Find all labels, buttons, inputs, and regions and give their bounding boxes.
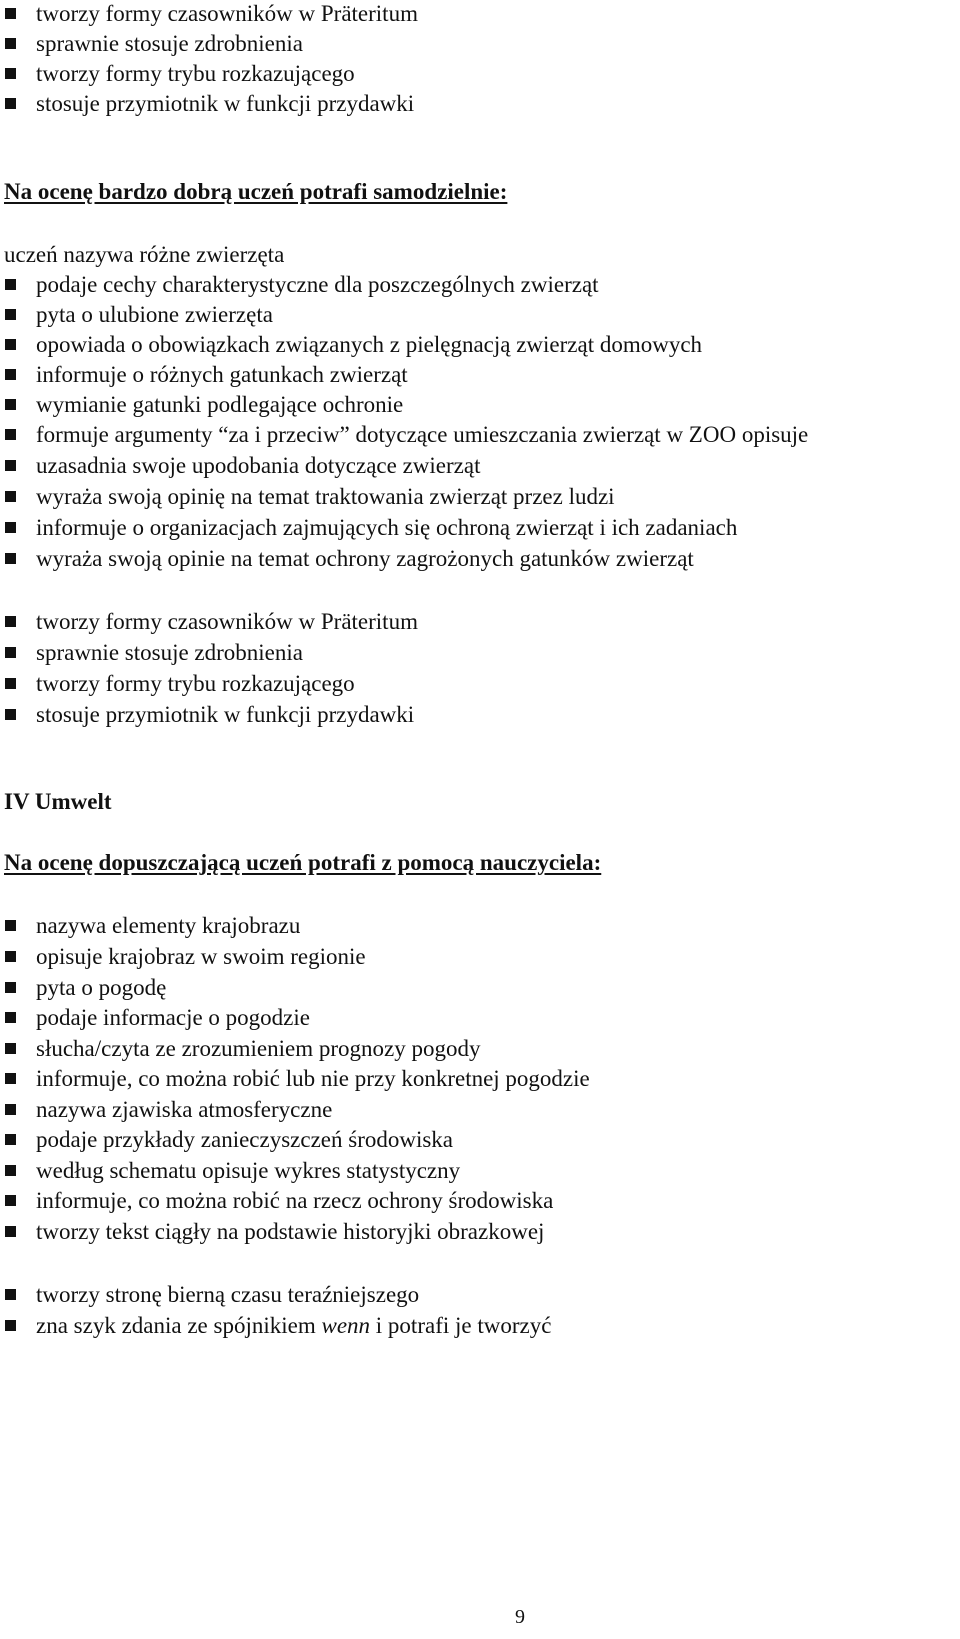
square-bullet-icon <box>5 647 16 658</box>
square-bullet-icon <box>5 1043 16 1054</box>
section-heading: Na ocenę bardzo dobrą uczeń potrafi samodzielnie: <box>4 179 508 204</box>
square-bullet-icon <box>5 1226 16 1237</box>
square-bullet-icon <box>5 616 16 627</box>
square-bullet-icon <box>5 1012 16 1023</box>
square-bullet-icon <box>5 1165 16 1176</box>
square-bullet-icon <box>5 1195 16 1206</box>
square-bullet-icon <box>5 8 16 19</box>
square-bullet-icon <box>5 522 16 533</box>
square-bullet-icon <box>5 339 16 350</box>
square-bullet-icon <box>5 98 16 109</box>
page-number: 9 <box>515 1606 525 1628</box>
square-bullet-icon <box>5 460 16 471</box>
square-bullet-icon <box>5 709 16 720</box>
section-heading: Na ocenę dopuszczającą uczeń potrafi z pomocą nauczyciela: <box>4 850 602 875</box>
section-title: IV Umwelt <box>4 789 112 814</box>
square-bullet-icon <box>5 279 16 290</box>
square-bullet-icon <box>5 1104 16 1115</box>
square-bullet-icon <box>5 1320 16 1331</box>
square-bullet-icon <box>5 1073 16 1084</box>
square-bullet-icon <box>5 1134 16 1145</box>
square-bullet-icon <box>5 369 16 380</box>
square-bullet-icon <box>5 1289 16 1300</box>
square-bullet-icon <box>5 399 16 410</box>
square-bullet-icon <box>5 491 16 502</box>
document-page: tworzy formy czasowników w Präteritum sprawnie stosuje zdrobnienia tworzy formy trybu rozkazującego stosuje przymiotnik w funkcji przydawki Na ocenę bardzo dobrą uczeń potrafi samodzielnie: uczeń nazywa różne zwierzęta podaje cechy charakterystyczne dla poszczególnych zwierząt pyta o ulubione zwierzęta opowiada o obowiązkach związanych z pielęgnacją zwierząt domowych informuje o różnych gatunkach zwierząt wymianie gatunki podlegające ochronie formuje argumenty “za i przeciw” dotyczące umieszczania zwierząt w ZOO opisuje uzasadnia swoje upodobania dotyczące zwierząt wyraża swoją opinię na temat traktowania zwierząt przez ludzi informuje o organizacjach zajmujących się ochroną zwierząt i ich zadaniach wyraża swoją opinie na temat ochrony zagrożonych gatunków zwierząt tworzy formy czasowników w Präteritum sprawnie stosuje zdrobnienia tworzy formy trybu rozkazującego stosuje przymiotnik w funkcji przydawki IV Umwelt Na ocenę dopuszczającą uczeń potrafi z pomocą nauczyciela: nazywa elementy krajobrazu opisuje krajobraz w swoim regionie pyta o pogodę podaje informacje o pogodzie słucha/czyta ze zrozumieniem prognozy pogody informuje, co można robić lub nie przy konkretnej pogodzie nazywa zjawiska atmosferyczne podaje przykłady zanieczyszczeń środowiska według schematu opisuje wykres statystyczny informuje, co można robić na rzecz ochrony środowiska tworzy tekst ciągły na podstawie historyjki obrazkowej tworzy stronę bierną czasu teraźniejszego zna szyk zdania ze spójnikiem wenn i potrafi je tworzyć 9 <box>0 0 960 1639</box>
square-bullet-icon <box>5 429 16 440</box>
square-bullet-icon <box>5 982 16 993</box>
square-bullet-icon <box>5 309 16 320</box>
square-bullet-icon <box>5 920 16 931</box>
square-bullet-icon <box>5 678 16 689</box>
square-bullet-icon <box>5 951 16 962</box>
italic-word: wenn <box>321 1313 371 1338</box>
square-bullet-icon <box>5 68 16 79</box>
square-bullet-icon <box>5 553 16 564</box>
square-bullet-icon <box>5 38 16 49</box>
